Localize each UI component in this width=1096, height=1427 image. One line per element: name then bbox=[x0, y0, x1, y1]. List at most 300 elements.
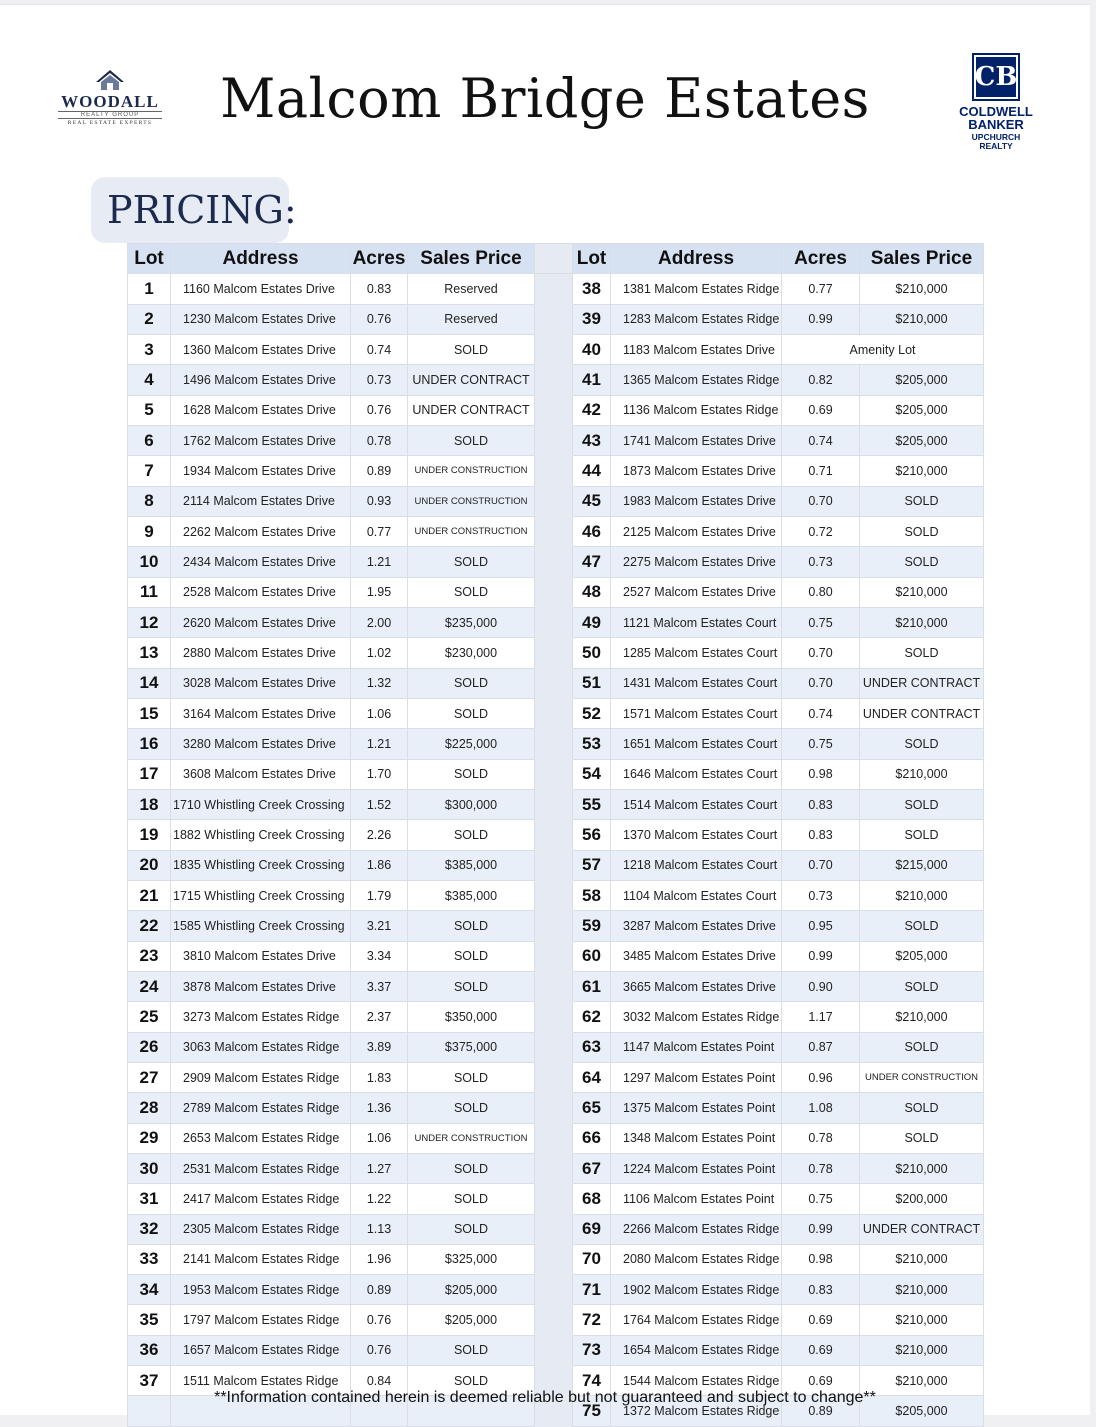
table-row bbox=[128, 1305, 984, 1335]
lot-price: $225,000 bbox=[408, 729, 535, 759]
lot-number: 46 bbox=[573, 516, 611, 546]
column-gap bbox=[535, 547, 573, 577]
lot-price: SOLD bbox=[860, 1123, 984, 1153]
lot-address: 3608 Malcom Estates Drive bbox=[171, 759, 351, 789]
lot-price: $215,000 bbox=[860, 850, 984, 880]
table-row bbox=[128, 1002, 984, 1032]
table-row bbox=[128, 971, 984, 1001]
lot-price: SOLD bbox=[860, 789, 984, 819]
lot-acres: 0.70 bbox=[782, 638, 860, 668]
lot-address: 2528 Malcom Estates Drive bbox=[171, 577, 351, 607]
woodall-subtitle: REALTY GROUP bbox=[58, 111, 162, 119]
lot-price: $200,000 bbox=[860, 1184, 984, 1214]
lot-address: 3164 Malcom Estates Drive bbox=[171, 698, 351, 728]
column-gap bbox=[535, 1002, 573, 1032]
table-row bbox=[128, 1093, 984, 1123]
lot-number: 55 bbox=[573, 789, 611, 819]
lot-number: 74 bbox=[573, 1366, 611, 1396]
column-gap bbox=[535, 395, 573, 425]
lot-number: 28 bbox=[128, 1093, 171, 1123]
lot-address: 1224 Malcom Estates Point bbox=[611, 1153, 782, 1183]
lot-price: SOLD bbox=[408, 759, 535, 789]
table-row bbox=[128, 941, 984, 971]
lot-number: 6 bbox=[128, 425, 171, 455]
lot-price: $210,000 bbox=[860, 1335, 984, 1365]
lot-number: 35 bbox=[128, 1305, 171, 1335]
lot-number: 5 bbox=[128, 395, 171, 425]
lot-number: 44 bbox=[573, 456, 611, 486]
lot-address: 1953 Malcom Estates Ridge bbox=[171, 1275, 351, 1305]
lot-acres: 0.69 bbox=[782, 1335, 860, 1365]
lot-number: 25 bbox=[128, 1002, 171, 1032]
lot-acres: 0.76 bbox=[351, 1335, 408, 1365]
lot-address: 3032 Malcom Estates Ridge bbox=[611, 1002, 782, 1032]
lot-address: 2653 Malcom Estates Ridge bbox=[171, 1123, 351, 1153]
lot-price: UNDER CONSTRUCTION bbox=[408, 456, 535, 486]
lot-acres: 0.95 bbox=[782, 911, 860, 941]
column-gap bbox=[535, 577, 573, 607]
lot-address: 1835 Whistling Creek Crossing bbox=[171, 850, 351, 880]
lot-price: SOLD bbox=[408, 1335, 535, 1365]
lot-address: 2114 Malcom Estates Drive bbox=[171, 486, 351, 516]
lot-number: 22 bbox=[128, 911, 171, 941]
column-gap bbox=[535, 486, 573, 516]
lot-price: $210,000 bbox=[860, 1244, 984, 1274]
lot-address: 1297 Malcom Estates Point bbox=[611, 1062, 782, 1092]
lot-acres: 0.89 bbox=[351, 456, 408, 486]
lot-address: 2080 Malcom Estates Ridge bbox=[611, 1244, 782, 1274]
table-row bbox=[128, 1214, 984, 1244]
lot-number: 57 bbox=[573, 850, 611, 880]
lot-address: 1646 Malcom Estates Court bbox=[611, 759, 782, 789]
table-row bbox=[128, 516, 984, 546]
table-row bbox=[128, 486, 984, 516]
lot-number: 11 bbox=[128, 577, 171, 607]
lot-acres: 1.06 bbox=[351, 698, 408, 728]
lot-number: 18 bbox=[128, 789, 171, 819]
lot-acres: 0.76 bbox=[351, 395, 408, 425]
column-gap bbox=[535, 1244, 573, 1274]
table-row bbox=[128, 1244, 984, 1274]
lot-price: $210,000 bbox=[860, 577, 984, 607]
col-header-sales-price: Sales Price bbox=[408, 244, 535, 274]
column-gap bbox=[535, 1123, 573, 1153]
lot-number: 45 bbox=[573, 486, 611, 516]
lot-number: 14 bbox=[128, 668, 171, 698]
table-row bbox=[128, 668, 984, 698]
lot-acres: 0.70 bbox=[782, 850, 860, 880]
lot-acres: 1.79 bbox=[351, 880, 408, 910]
table-row bbox=[128, 698, 984, 728]
page-title: Malcom Bridge Estates bbox=[220, 67, 870, 130]
lot-address: 1571 Malcom Estates Court bbox=[611, 698, 782, 728]
lot-acres: 3.89 bbox=[351, 1032, 408, 1062]
lot-number: 75 bbox=[573, 1396, 611, 1426]
lot-price: UNDER CONSTRUCTION bbox=[408, 516, 535, 546]
lot-address: 3665 Malcom Estates Drive bbox=[611, 971, 782, 1001]
lot-number: 10 bbox=[128, 547, 171, 577]
lot-price: SOLD bbox=[408, 1214, 535, 1244]
table-row bbox=[128, 425, 984, 455]
table-row bbox=[128, 274, 984, 304]
flyer-page bbox=[0, 4, 1090, 1421]
lot-number: 60 bbox=[573, 941, 611, 971]
column-gap bbox=[535, 820, 573, 850]
table-row bbox=[128, 1062, 984, 1092]
lot-address: 1544 Malcom Estates Ridge bbox=[611, 1366, 782, 1396]
table-row bbox=[128, 607, 984, 637]
lot-acres: 0.83 bbox=[351, 274, 408, 304]
lot-address: 3485 Malcom Estates Drive bbox=[611, 941, 782, 971]
lot-amenity-note: Amenity Lot bbox=[782, 334, 984, 364]
table-row bbox=[128, 729, 984, 759]
lot-number: 21 bbox=[128, 880, 171, 910]
lot-acres: 0.98 bbox=[782, 759, 860, 789]
lot-number: 72 bbox=[573, 1305, 611, 1335]
lot-acres: 1.21 bbox=[351, 547, 408, 577]
lot-price: $205,000 bbox=[408, 1305, 535, 1335]
column-gap bbox=[535, 274, 573, 304]
lot-acres: 0.72 bbox=[782, 516, 860, 546]
lot-price: $205,000 bbox=[860, 365, 984, 395]
column-gap bbox=[535, 971, 573, 1001]
lot-number: 67 bbox=[573, 1153, 611, 1183]
lot-address: 2880 Malcom Estates Drive bbox=[171, 638, 351, 668]
lot-price: SOLD bbox=[860, 729, 984, 759]
lot-price: SOLD bbox=[408, 334, 535, 364]
lot-price: SOLD bbox=[408, 1153, 535, 1183]
table-row bbox=[128, 638, 984, 668]
lot-price: $205,000 bbox=[860, 941, 984, 971]
lot-price: $210,000 bbox=[860, 1002, 984, 1032]
pricing-label: PRICING: bbox=[91, 177, 289, 243]
lot-address: 3287 Malcom Estates Drive bbox=[611, 911, 782, 941]
lot-price: $375,000 bbox=[408, 1032, 535, 1062]
lot-acres: 0.99 bbox=[782, 304, 860, 334]
lot-address: 3273 Malcom Estates Ridge bbox=[171, 1002, 351, 1032]
table-row bbox=[128, 820, 984, 850]
table-row bbox=[128, 456, 984, 486]
lot-number: 50 bbox=[573, 638, 611, 668]
pricing-table bbox=[127, 243, 984, 1427]
table-row bbox=[128, 911, 984, 941]
lot-price: $210,000 bbox=[860, 1153, 984, 1183]
lot-address: 1365 Malcom Estates Ridge bbox=[611, 365, 782, 395]
coldwell-banker-logo bbox=[952, 53, 1040, 151]
lot-acres: 0.90 bbox=[782, 971, 860, 1001]
lot-number: 54 bbox=[573, 759, 611, 789]
table-row bbox=[128, 1032, 984, 1062]
lot-number: 62 bbox=[573, 1002, 611, 1032]
lot-price: $205,000 bbox=[860, 395, 984, 425]
lot-number: 7 bbox=[128, 456, 171, 486]
lot-price: $210,000 bbox=[860, 274, 984, 304]
lot-price: SOLD bbox=[860, 911, 984, 941]
lot-acres: 0.73 bbox=[782, 547, 860, 577]
column-gap bbox=[535, 365, 573, 395]
table-row bbox=[128, 577, 984, 607]
lot-price: $210,000 bbox=[860, 1366, 984, 1396]
lot-acres: 0.83 bbox=[782, 789, 860, 819]
lot-address: 1764 Malcom Estates Ridge bbox=[611, 1305, 782, 1335]
lot-number: 16 bbox=[128, 729, 171, 759]
lot-address: 1514 Malcom Estates Court bbox=[611, 789, 782, 819]
lot-number: 8 bbox=[128, 486, 171, 516]
lot-price: $210,000 bbox=[860, 1275, 984, 1305]
lot-number: 20 bbox=[128, 850, 171, 880]
column-gap bbox=[535, 1093, 573, 1123]
lot-price: $210,000 bbox=[860, 759, 984, 789]
lot-number: 56 bbox=[573, 820, 611, 850]
lot-address: 1496 Malcom Estates Drive bbox=[171, 365, 351, 395]
lot-address: 1983 Malcom Estates Drive bbox=[611, 486, 782, 516]
column-gap bbox=[535, 1275, 573, 1305]
lot-number: 63 bbox=[573, 1032, 611, 1062]
column-gap bbox=[535, 850, 573, 880]
col-header-lot: Lot bbox=[128, 244, 171, 274]
lot-address: 1348 Malcom Estates Point bbox=[611, 1123, 782, 1153]
lot-number: 47 bbox=[573, 547, 611, 577]
lot-number: 58 bbox=[573, 880, 611, 910]
lot-price: UNDER CONTRACT bbox=[408, 365, 535, 395]
lot-acres: 0.76 bbox=[351, 1305, 408, 1335]
lot-address: 1230 Malcom Estates Drive bbox=[171, 304, 351, 334]
lot-number: 12 bbox=[128, 607, 171, 637]
cb-sub-line1: UPCHURCH bbox=[971, 132, 1021, 142]
lot-acres: 0.93 bbox=[351, 486, 408, 516]
lot-number: 52 bbox=[573, 698, 611, 728]
col-header-acres: Acres bbox=[351, 244, 408, 274]
lot-number: 32 bbox=[128, 1214, 171, 1244]
lot-acres: 0.78 bbox=[782, 1123, 860, 1153]
lot-acres: 0.75 bbox=[782, 1184, 860, 1214]
lot-number: 38 bbox=[573, 274, 611, 304]
lot-acres: 0.70 bbox=[782, 486, 860, 516]
column-gap bbox=[535, 334, 573, 364]
lot-acres: 0.69 bbox=[782, 1305, 860, 1335]
lot-address: 2909 Malcom Estates Ridge bbox=[171, 1062, 351, 1092]
lot-acres: 0.71 bbox=[782, 456, 860, 486]
lot-acres: 1.83 bbox=[351, 1062, 408, 1092]
lot-number: 4 bbox=[128, 365, 171, 395]
lot-acres: 1.21 bbox=[351, 729, 408, 759]
lot-number: 29 bbox=[128, 1123, 171, 1153]
lot-acres: 0.96 bbox=[782, 1062, 860, 1092]
column-gap bbox=[535, 911, 573, 941]
column-gap bbox=[535, 880, 573, 910]
lot-address: 1710 Whistling Creek Crossing bbox=[171, 789, 351, 819]
lot-acres: 0.99 bbox=[782, 941, 860, 971]
column-gap bbox=[535, 729, 573, 759]
lot-number: 15 bbox=[128, 698, 171, 728]
lot-acres: 0.75 bbox=[782, 729, 860, 759]
lot-price: $210,000 bbox=[860, 1305, 984, 1335]
lot-number: 69 bbox=[573, 1214, 611, 1244]
woodall-tagline: REAL ESTATE EXPERTS bbox=[67, 120, 153, 126]
lot-address: 1147 Malcom Estates Point bbox=[611, 1032, 782, 1062]
lot-number: 42 bbox=[573, 395, 611, 425]
lot-address: 3878 Malcom Estates Drive bbox=[171, 971, 351, 1001]
lot-price: SOLD bbox=[860, 486, 984, 516]
disclaimer: **Information contained herein is deemed reliable but not guaranteed and subject to change** bbox=[214, 1389, 876, 1406]
lot-address: 2434 Malcom Estates Drive bbox=[171, 547, 351, 577]
lot-address: 2141 Malcom Estates Ridge bbox=[171, 1244, 351, 1274]
column-gap bbox=[535, 638, 573, 668]
lot-acres: 0.84 bbox=[351, 1366, 408, 1396]
lot-acres: 1.22 bbox=[351, 1184, 408, 1214]
lot-number: 37 bbox=[128, 1366, 171, 1396]
column-gap bbox=[535, 516, 573, 546]
lot-price: Reserved bbox=[408, 304, 535, 334]
lot-price: $350,000 bbox=[408, 1002, 535, 1032]
lot-acres: 3.34 bbox=[351, 941, 408, 971]
lot-address: 1651 Malcom Estates Court bbox=[611, 729, 782, 759]
lot-number: 59 bbox=[573, 911, 611, 941]
table-body bbox=[128, 274, 984, 1426]
lot-number: 40 bbox=[573, 334, 611, 364]
lot-acres: 0.89 bbox=[782, 1396, 860, 1426]
lot-number: 1 bbox=[128, 274, 171, 304]
lot-address: 1160 Malcom Estates Drive bbox=[171, 274, 351, 304]
lot-price: UNDER CONSTRUCTION bbox=[408, 486, 535, 516]
lot-number: 65 bbox=[573, 1093, 611, 1123]
lot-address: 2789 Malcom Estates Ridge bbox=[171, 1093, 351, 1123]
lot-price: UNDER CONTRACT bbox=[860, 668, 984, 698]
lot-address: 2275 Malcom Estates Drive bbox=[611, 547, 782, 577]
col-header-acres: Acres bbox=[782, 244, 860, 274]
lot-address: 2262 Malcom Estates Drive bbox=[171, 516, 351, 546]
lot-number: 61 bbox=[573, 971, 611, 1001]
lot-address: 1285 Malcom Estates Court bbox=[611, 638, 782, 668]
lot-number: 26 bbox=[128, 1032, 171, 1062]
lot-acres: 0.77 bbox=[351, 516, 408, 546]
lot-price: SOLD bbox=[408, 820, 535, 850]
lot-address: 1183 Malcom Estates Drive bbox=[611, 334, 782, 364]
cb-name-line2: BANKER bbox=[968, 117, 1024, 132]
lot-price: SOLD bbox=[860, 820, 984, 850]
lot-acres: 1.95 bbox=[351, 577, 408, 607]
lot-number: 66 bbox=[573, 1123, 611, 1153]
lot-price: Reserved bbox=[408, 274, 535, 304]
lot-address: 1106 Malcom Estates Point bbox=[611, 1184, 782, 1214]
lot-price: SOLD bbox=[408, 1184, 535, 1214]
lot-address: 1360 Malcom Estates Drive bbox=[171, 334, 351, 364]
table-row bbox=[128, 759, 984, 789]
col-header-lot: Lot bbox=[573, 244, 611, 274]
lot-number: 53 bbox=[573, 729, 611, 759]
cb-monogram-icon: CB bbox=[972, 53, 1020, 101]
lot-price: SOLD bbox=[860, 516, 984, 546]
lot-address: 2417 Malcom Estates Ridge bbox=[171, 1184, 351, 1214]
lot-address: 2125 Malcom Estates Drive bbox=[611, 516, 782, 546]
lot-number: 9 bbox=[128, 516, 171, 546]
lot-number: 2 bbox=[128, 304, 171, 334]
lot-acres: 0.74 bbox=[351, 334, 408, 364]
lot-acres: 2.00 bbox=[351, 607, 408, 637]
lot-acres: 2.37 bbox=[351, 1002, 408, 1032]
table-row bbox=[128, 334, 984, 364]
lot-address: 2527 Malcom Estates Drive bbox=[611, 577, 782, 607]
lot-address: 1882 Whistling Creek Crossing bbox=[171, 820, 351, 850]
column-gap bbox=[535, 456, 573, 486]
lot-address: 1762 Malcom Estates Drive bbox=[171, 425, 351, 455]
lot-number: 51 bbox=[573, 668, 611, 698]
lot-number: 49 bbox=[573, 607, 611, 637]
table-row bbox=[128, 304, 984, 334]
lot-address: 1104 Malcom Estates Court bbox=[611, 880, 782, 910]
lot-number: 71 bbox=[573, 1275, 611, 1305]
cb-name-line1: COLDWELL bbox=[959, 104, 1033, 119]
lot-address: 1797 Malcom Estates Ridge bbox=[171, 1305, 351, 1335]
lot-address: 1873 Malcom Estates Drive bbox=[611, 456, 782, 486]
lot-price: SOLD bbox=[860, 1093, 984, 1123]
column-gap bbox=[535, 668, 573, 698]
lot-price: SOLD bbox=[408, 971, 535, 1001]
lot-number: 17 bbox=[128, 759, 171, 789]
lot-price: $210,000 bbox=[860, 880, 984, 910]
lot-number: 73 bbox=[573, 1335, 611, 1365]
lot-address: 1715 Whistling Creek Crossing bbox=[171, 880, 351, 910]
lot-price: SOLD bbox=[408, 1062, 535, 1092]
lot-address: 1741 Malcom Estates Drive bbox=[611, 425, 782, 455]
woodall-name: WOODALL bbox=[61, 92, 159, 111]
table-header-row bbox=[128, 244, 984, 274]
lot-address: 1218 Malcom Estates Court bbox=[611, 850, 782, 880]
lot-number: 41 bbox=[573, 365, 611, 395]
lot-address: 1902 Malcom Estates Ridge bbox=[611, 1275, 782, 1305]
lot-address: 3063 Malcom Estates Ridge bbox=[171, 1032, 351, 1062]
lot-acres: 0.70 bbox=[782, 668, 860, 698]
lot-acres: 1.70 bbox=[351, 759, 408, 789]
column-gap bbox=[535, 698, 573, 728]
table-row bbox=[128, 789, 984, 819]
column-gap bbox=[535, 1032, 573, 1062]
lot-acres: 1.02 bbox=[351, 638, 408, 668]
table-row bbox=[128, 1153, 984, 1183]
table-row bbox=[128, 1123, 984, 1153]
lot-address: 2266 Malcom Estates Ridge bbox=[611, 1214, 782, 1244]
lot-acres: 0.98 bbox=[782, 1244, 860, 1274]
lot-price: SOLD bbox=[408, 577, 535, 607]
lot-acres: 3.37 bbox=[351, 971, 408, 1001]
cb-sub-line2: REALTY bbox=[979, 141, 1013, 151]
lot-acres: 2.26 bbox=[351, 820, 408, 850]
lot-acres: 0.83 bbox=[782, 1275, 860, 1305]
lot-address: 3280 Malcom Estates Drive bbox=[171, 729, 351, 759]
lot-number: 39 bbox=[573, 304, 611, 334]
column-gap bbox=[535, 789, 573, 819]
lot-address: 3028 Malcom Estates Drive bbox=[171, 668, 351, 698]
lot-acres: 0.74 bbox=[782, 425, 860, 455]
lot-price: SOLD bbox=[860, 547, 984, 577]
column-gap bbox=[535, 425, 573, 455]
lot-number: 24 bbox=[128, 971, 171, 1001]
lot-price: $235,000 bbox=[408, 607, 535, 637]
lot-price: UNDER CONSTRUCTION bbox=[860, 1062, 984, 1092]
lot-acres: 0.73 bbox=[351, 365, 408, 395]
lot-number: 3 bbox=[128, 334, 171, 364]
lot-address: 1431 Malcom Estates Court bbox=[611, 668, 782, 698]
lot-price: SOLD bbox=[408, 1366, 535, 1396]
lot-number: 48 bbox=[573, 577, 611, 607]
lot-address: 1511 Malcom Estates Ridge bbox=[171, 1366, 351, 1396]
lot-price: $210,000 bbox=[860, 607, 984, 637]
lot-address: 1283 Malcom Estates Ridge bbox=[611, 304, 782, 334]
lot-acres: 0.69 bbox=[782, 1366, 860, 1396]
lot-acres: 1.08 bbox=[782, 1093, 860, 1123]
lot-address: 1654 Malcom Estates Ridge bbox=[611, 1335, 782, 1365]
lot-price: SOLD bbox=[408, 1093, 535, 1123]
